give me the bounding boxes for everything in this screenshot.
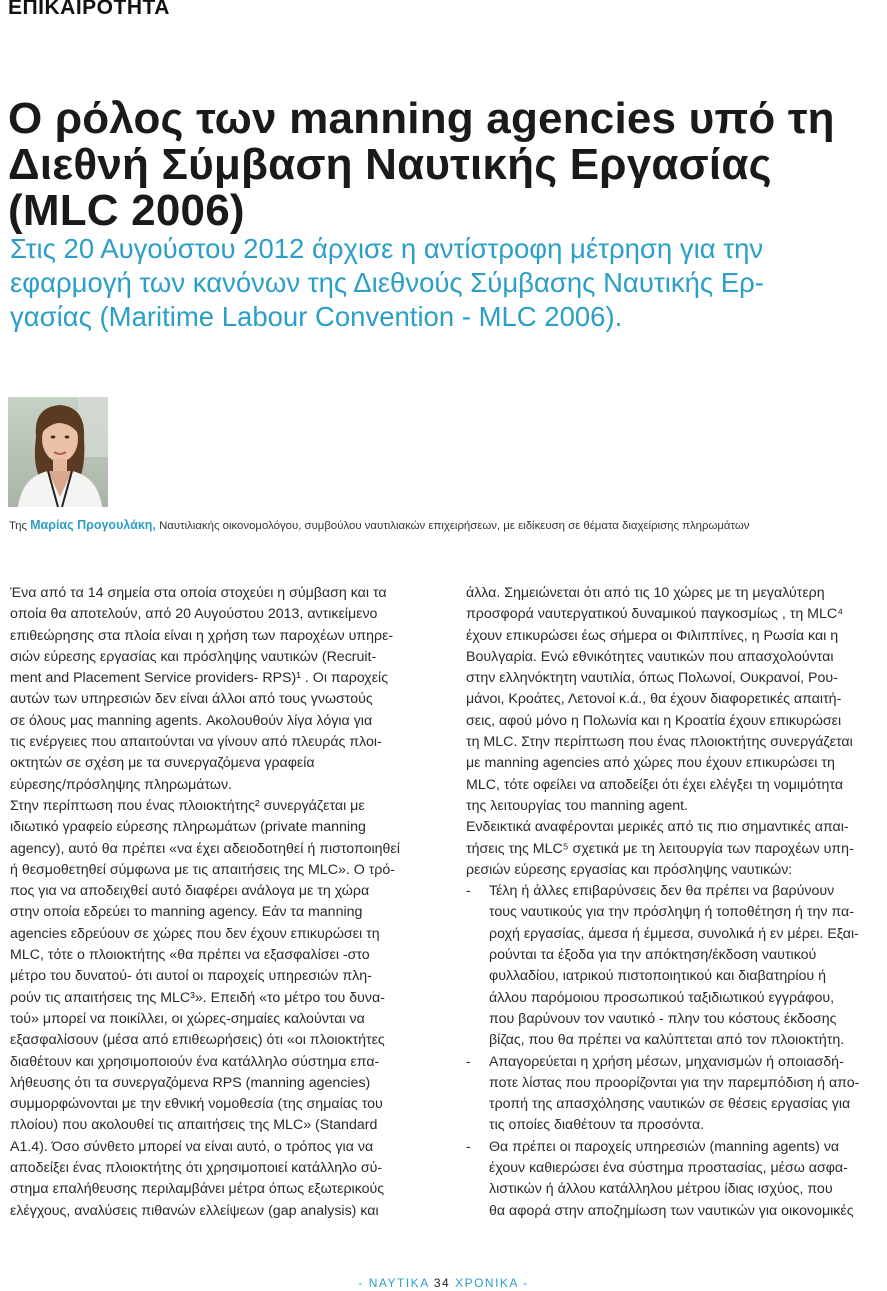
bullet-dash: - xyxy=(466,883,471,900)
body-line: οκτητών σε σχέση με τα συνεργαζόμενα γραφεία xyxy=(10,755,315,772)
body-line: MLC, τότε ο πλοιοκτήτης «θα πρέπει να εξασφαλίσει -στο xyxy=(10,947,370,964)
body-line: MLC, τότε οφείλει να αποδείξει ότι έχει ελέγξει τη νομιμότητα xyxy=(466,776,844,793)
bullet-dash: - xyxy=(466,1053,471,1070)
subtitle-line: Στις 20 Αυγούστου 2012 άρχισε η αντίστροφη μέτρηση για την xyxy=(10,233,764,264)
bullet-line: Απαγορεύεται η χρήση μέσων, μηχανισμών ή οποιασδή- xyxy=(489,1053,844,1070)
body-line: σεις, αφού μόνο η Πολωνία και η Κροατία έχουν επικυρώσει xyxy=(466,712,842,729)
body-line: Ένα από τα 14 σημεία στα οποία στοχεύει η σύμβαση και τα xyxy=(10,585,387,601)
body-line: στην ελληνόκτητη ναυτιλία, όπως Πολωνοί, Ουκρανοί, Ρου- xyxy=(466,670,838,687)
author-name: Μαρίας Προγουλάκη, xyxy=(30,518,156,532)
bullet-line: ποτε λίστας που προορίζονται για την παρεμπόδιση ή απο- xyxy=(489,1074,860,1091)
bullet-line: τροπή της απασχόλησης ναυτικών σε θέσεις εργασίας για xyxy=(489,1096,851,1113)
body-line: τις ενέργειες που απαιτούνται να γίνουν από πλευράς πλοι- xyxy=(10,734,382,751)
author-role: Ναυτιλιακής οικονομολόγου, συμβούλου ναυτιλιακών επιχειρήσεων, με ειδίκευση σε θέματα διαχείρισης πληρωμάτων xyxy=(155,520,750,532)
bullet-item xyxy=(466,881,887,1051)
section-label: ΕΠΙΚΑΙΡΟΤΗΤΑ xyxy=(8,0,170,19)
body-line: αυτών των υπηρεσιών δεν είναι άλλοι από τους γνωστούς xyxy=(10,691,373,708)
body-line: agency), αυτό θα πρέπει «να έχει αδειοδοτηθεί ή πιστοποιηθεί xyxy=(10,840,400,857)
body-line: μέτρο του δυνατού- ότι αυτοί οι παροχείς υπηρεσιών πλη- xyxy=(10,968,372,985)
body-line: επιθεώρησης στα πλοία είναι η χρήση των παροχέων υπηρε- xyxy=(10,627,394,644)
bullet-line: Θα πρέπει οι παροχείς υπηρεσιών (manning agents) να xyxy=(489,1138,840,1155)
page-footer xyxy=(0,1276,887,1290)
body-line: με manning agencies από χώρες που έχουν επικυρώσει τη xyxy=(466,755,835,772)
bullet-dash: - xyxy=(466,1138,471,1155)
body-line: άλλα. Σημειώνεται ότι από τις 10 χώρες με τη μεγαλύτερη xyxy=(466,585,825,601)
author-photo xyxy=(8,397,108,507)
body-line: διαθέτουν και χρησιμοποιούν ένα κατάλληλο σύστημα επα- xyxy=(10,1053,380,1070)
title-line: Ο ρόλος των manning agencies υπό τη xyxy=(8,94,835,143)
body-line: μάνοι, Κροάτες, Λετονοί κ.ά., θα έχουν διαφορετικές απαιτή- xyxy=(466,691,842,708)
article-title xyxy=(8,96,883,234)
subtitle-line: γασίας (Maritime Labour Convention - MLC 2006). xyxy=(10,301,623,332)
bullet-line: έχουν καθιερώσει ένα σύστημα προστασίας, μέσω ασφα- xyxy=(489,1160,848,1177)
body-line: έχουν επικυρώσει έως σήμερα οι Φιλιππίνες, η Ρωσία και η xyxy=(466,627,839,644)
body-line: τήσεις της MLC⁵ σχετικά με τη λειτουργία των παροχέων υπη- xyxy=(466,840,854,857)
body-line: ή θεσμοθετηθεί σύμφωνα με τις απαιτήσεις της MLC». Ο τρό- xyxy=(10,861,395,878)
body-line: εξασφαλίσουν (μέσα από επιθεωρήσεις) ότι «οι πλοιοκτήτες xyxy=(10,1032,385,1049)
bullet-line: ροχή εργασίας, άμεσα ή έμμεσα, συνολικά ή εν μέρει. Εξαι- xyxy=(489,925,859,942)
bullet-line: τις οποίες διαθέτουν τα προσόντα. xyxy=(489,1117,705,1134)
byline-prefix: Της xyxy=(9,520,31,532)
body-line: Βουλγαρία. Ενώ εθνικότητες ναυτικών που απασχολούνται xyxy=(466,648,834,665)
body-line: ρούν τις απαιτήσεις της MLC³». Επειδή «το μέτρο του δυνα- xyxy=(10,989,385,1006)
bullet-line: θα αφορά στην αποζημίωση των ναυτικών για οικονομικές xyxy=(489,1202,854,1219)
page-number: 34 xyxy=(433,1276,451,1290)
body-line: ment and Placement Service providers- RPS)¹ . Οι παροχείς xyxy=(10,670,389,687)
body-line: ιδιωτικό γραφείο εύρεσης πληρωμάτων (private manning xyxy=(10,819,366,836)
bullet-line: βίζας, που θα πρέπει να καλύπτεται από τον πλοιοκτήτη. xyxy=(489,1032,845,1049)
bullet-line: που βαρύνουν τον ναυτικό - πλην του κόστους έκδοσης xyxy=(489,1010,837,1027)
bullet-line: ρούνται τα έξοδα για την απόκτηση/έκδοση ναυτικού xyxy=(489,947,817,964)
body-line: προσφορά ναυτεργατικού δυναμικού παγκοσμίως , τη MLC⁴ xyxy=(466,606,844,623)
body-line: οποία θα αποτελούν, από 20 Αυγούστου 2013, αντικείμενο xyxy=(10,606,378,623)
title-line: (MLC 2006) xyxy=(8,186,245,235)
body-line: ρεσιών εύρεσης εργασίας και πρόσληψης ναυτικών: xyxy=(466,861,793,878)
body-line: πλοίου) που ακολουθεί τις απαιτήσεις της MLC» (Standard xyxy=(10,1117,378,1134)
body-line: συμμορφώνονται με την εθνική νομοθεσία (της σημαίας του xyxy=(10,1096,383,1113)
body-line: λήθευσης ότι τα συνεργαζόμενα RPS (manning agencies) xyxy=(10,1074,371,1091)
byline xyxy=(9,518,887,532)
footer-right: ΧΡΟΝΙΚΑ - xyxy=(450,1276,529,1290)
body-line: τού» μπορεί να ποικίλλει, οι χώρες-σημαίες καλούνται να xyxy=(10,1010,365,1027)
bullet-line: φυλλαδίου, ιατρικού πιστοποιητικού και διαβατηρίου ή xyxy=(489,968,827,985)
body-line: agencies εδρεύουν σε χώρες που δεν έχουν επικυρώσει τη xyxy=(10,925,380,942)
body-line: στημα επαλήθευσης περιλαμβάνει μέτρα όπως εξωτερικούς xyxy=(10,1181,385,1198)
body-line: ελέγχους, αναλύσεις πιθανών ελλείψεων (gap analysis) και xyxy=(10,1202,379,1219)
subtitle-line: εφαρμογή των κανόνων της Διεθνούς Σύμβασης Ναυτικής Ερ- xyxy=(10,267,764,298)
body-line: πος για να αποδειχθεί αυτό διαφέρει ανάλογα με τη χώρα xyxy=(10,883,370,900)
body-column-right xyxy=(466,583,887,1222)
bullet-line: λιστικών ή άλλου κατάλληλου μέτρου ίδιας ισχύος, που xyxy=(489,1181,833,1198)
body-line: A1.4). Όσο σύνθετο μπορεί να είναι αυτό, ο τρόπος για να xyxy=(10,1138,374,1155)
body-line: στην οποία εδρεύει το manning agency. Εάν τα manning xyxy=(10,904,363,921)
footer-left: - ΝΑΥΤΙΚΑ xyxy=(358,1276,434,1290)
body-line: εύρεσης/πρόσληψης πληρωμάτων. xyxy=(10,776,232,793)
body-line: σε όλους μας manning agents. Ακολουθούν λίγα λόγια για xyxy=(10,712,373,729)
bullet-line: Τέλη ή άλλες επιβαρύνσεις δεν θα πρέπει να βαρύνουν xyxy=(489,883,835,900)
article-subtitle xyxy=(10,232,870,334)
body-line: Στην περίπτωση που ένας πλοιοκτήτης² συνεργάζεται με xyxy=(10,797,365,814)
bullet-item xyxy=(466,1052,887,1137)
body-line: της λειτουργίας του manning agent. xyxy=(466,797,688,814)
body-line: σιών εύρεσης εργασίας και πρόσληψης ναυτικών (Recruit- xyxy=(10,648,377,665)
bullet-item xyxy=(466,1137,887,1222)
bullet-line: άλλου παρόμοιου προσωπικού ταξιδιωτικού εγγράφου, xyxy=(489,989,835,1006)
bullet-line: τους ναυτικούς για την πρόσληψη ή τοποθέτηση ή την πα- xyxy=(489,904,854,921)
body-line: τη MLC. Στην περίπτωση που ένας πλοιοκτήτης συνεργάζεται xyxy=(466,734,853,751)
body-column-left xyxy=(10,583,430,1222)
title-line: Διεθνή Σύμβαση Ναυτικής Εργασίας xyxy=(8,140,772,189)
body-line: Ενδεικτικά αναφέρονται μερικές από τις πιο σημαντικές απαι- xyxy=(466,819,849,836)
body-line: αποδείξει ένας πλοιοκτήτης ότι χρησιμοποιεί κατάλληλο σύ- xyxy=(10,1160,383,1177)
